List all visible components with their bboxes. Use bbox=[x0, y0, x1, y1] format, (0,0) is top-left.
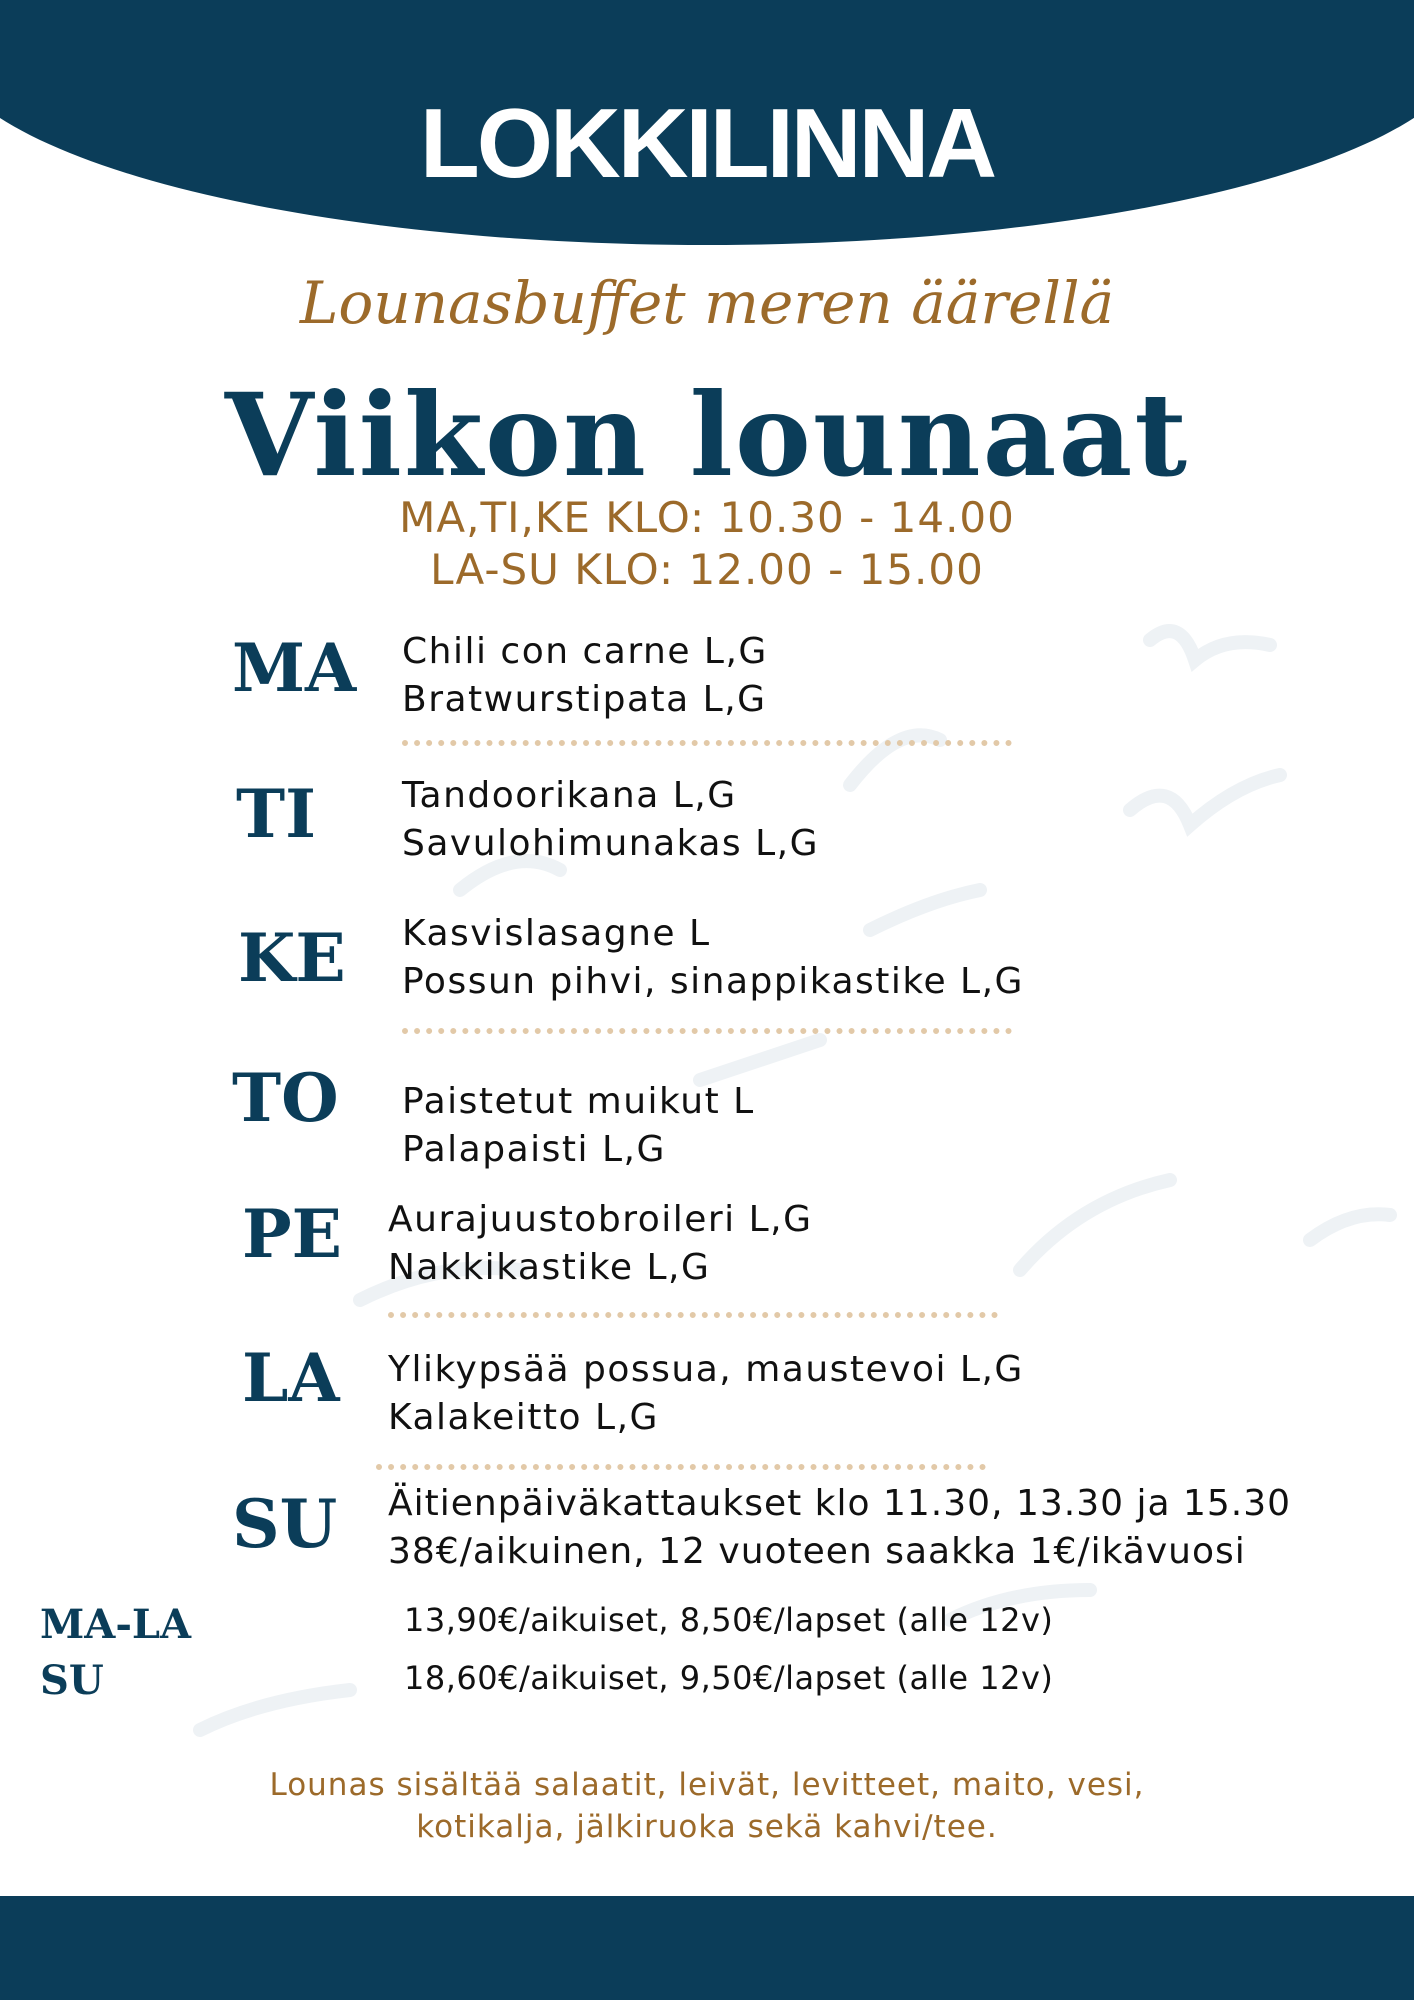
menu-item: Tandoorikana L,G bbox=[402, 775, 737, 816]
menu-item: Paistetut muikut L bbox=[402, 1081, 755, 1122]
price-label-ma-la: MA-LA bbox=[40, 1601, 192, 1648]
day-label-ma: MA bbox=[232, 629, 357, 707]
menu-item: Ylikypsää possua, maustevoi L,G bbox=[388, 1349, 1024, 1390]
page-subtitle: Lounasbuffet meren äärellä bbox=[299, 269, 1115, 337]
included-note-line-1: Lounas sisältää salaatit, leivät, levitteet, maito, vesi, bbox=[269, 1767, 1145, 1803]
price-text-su: 18,60€/aikuiset, 9,50€/lapset (alle 12v) bbox=[404, 1659, 1054, 1697]
included-note-line-2: kotikalja, jälkiruoka sekä kahvi/tee. bbox=[416, 1809, 998, 1845]
price-label-su: SU bbox=[40, 1657, 104, 1704]
dotted-divider bbox=[376, 1464, 986, 1470]
day-label-pe: PE bbox=[242, 1195, 342, 1273]
opening-hours-weekend: LA-SU KLO: 12.00 - 15.00 bbox=[430, 545, 984, 594]
menu-item: Nakkikastike L,G bbox=[388, 1247, 711, 1288]
menu-item: Palapaisti L,G bbox=[402, 1129, 666, 1170]
day-label-ke: KE bbox=[238, 919, 346, 997]
page-title: Viikon lounaat bbox=[224, 368, 1190, 502]
opening-hours-weekday: MA,TI,KE KLO: 10.30 - 14.00 bbox=[399, 493, 1015, 542]
menu-item: Chili con carne L,G bbox=[402, 631, 768, 672]
brand-logo: LOKKILINNA bbox=[419, 88, 995, 198]
price-text-ma-la: 13,90€/aikuiset, 8,50€/lapset (alle 12v) bbox=[404, 1601, 1054, 1639]
menu-item: Kasvislasagne L bbox=[402, 913, 711, 954]
menu-item: 38€/aikuinen, 12 vuoteen saakka 1€/ikävuosi bbox=[388, 1531, 1246, 1572]
dotted-divider bbox=[402, 1028, 1012, 1034]
day-label-ti: TI bbox=[236, 775, 316, 853]
dotted-divider bbox=[388, 1312, 998, 1318]
menu-item: Possun pihvi, sinappikastike L,G bbox=[402, 961, 1024, 1002]
day-label-la: LA bbox=[242, 1339, 340, 1417]
menu-item: Savulohimunakas L,G bbox=[402, 823, 820, 864]
menu-item: Bratwurstipata L,G bbox=[402, 679, 767, 720]
menu-item: Äitienpäiväkattaukset klo 11.30, 13.30 ja 15.30 bbox=[388, 1483, 1292, 1524]
day-label-su: SU bbox=[232, 1485, 338, 1563]
menu-item: Aurajuustobroileri L,G bbox=[388, 1199, 813, 1240]
footer-band bbox=[0, 1896, 1414, 2000]
menu-item: Kalakeitto L,G bbox=[388, 1397, 659, 1438]
day-label-to: TO bbox=[232, 1059, 339, 1137]
dotted-divider bbox=[402, 740, 1012, 746]
